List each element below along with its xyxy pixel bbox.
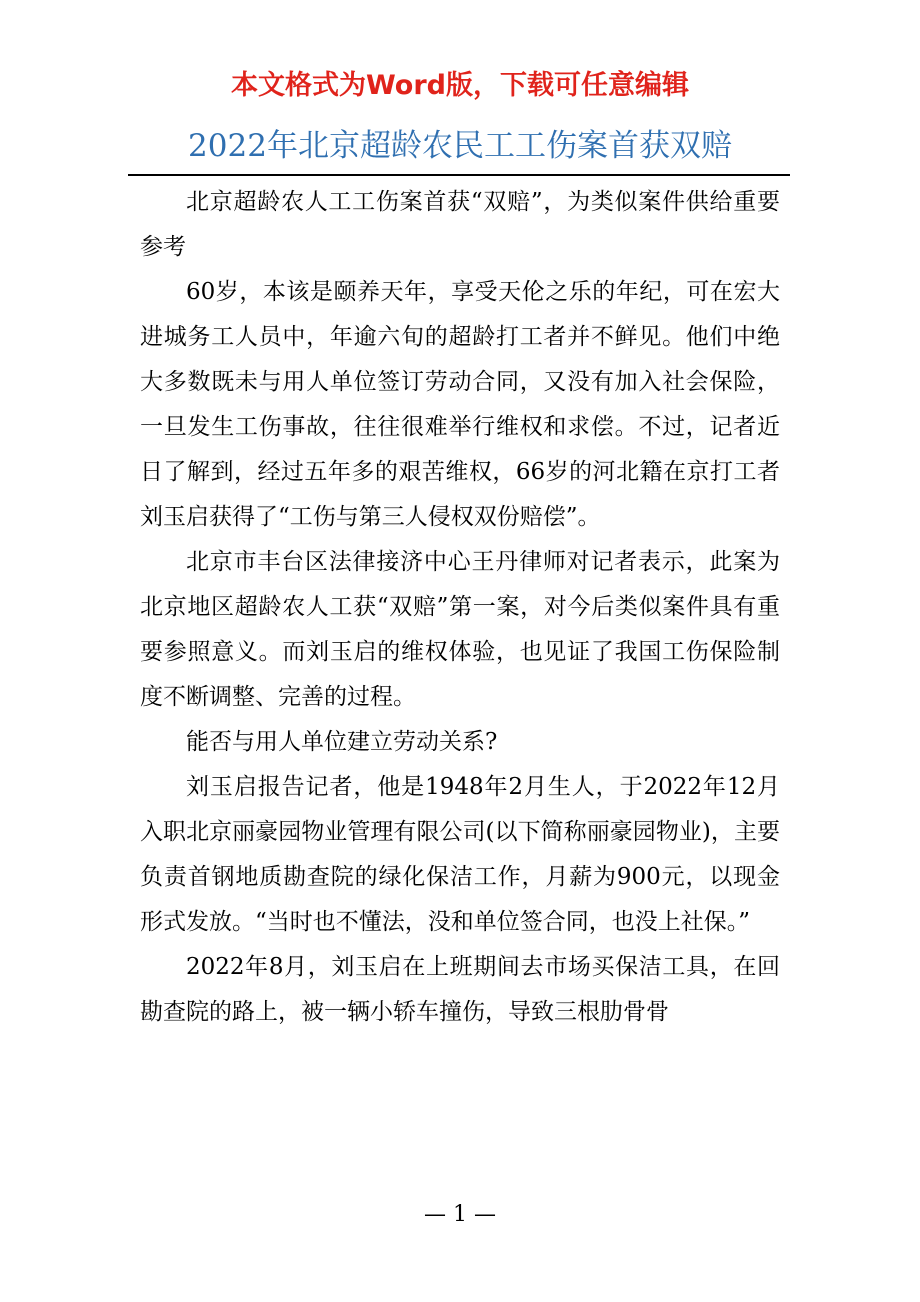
paragraph: 2022年8月，刘玉启在上班期间去市场买保洁工具，在回勘查院的路上，被一辆小轿车撞伤，导致三根肋骨骨 — [140, 954, 780, 1025]
paragraph: 北京市丰台区法律接济中心王丹律师对记者表示，此案为北京地区超龄农人工获“双赔”第一案，对今后类似案件具有重要参照意义。而刘玉启的维权体验，也见证了我国工伤保险制度不断调整、完善的过程。 — [140, 549, 780, 710]
title-divider — [128, 174, 790, 176]
format-notice: 本文格式为Word版，下载可任意编辑 — [230, 70, 689, 101]
article-body — [140, 180, 780, 1035]
paragraph: 北京超龄农人工工伤案首获“双赔”，为类似案件供给重要参考 — [140, 189, 780, 260]
paragraph: 60岁，本该是颐养天年，享受天伦之乐的年纪，可在宏大进城务工人员中，年逾六旬的超龄打工者并不鲜见。他们中绝大多数既未与用人单位签订劳动合同，又没有加入社会保险，一旦发生工伤事故，往往很难举行维权和求偿。不过，记者近日了解到，经过五年多的艰苦维权，66岁的河北籍在京打工者刘玉启获得了“工伤与第三人侵权双份赔偿”。 — [140, 279, 780, 530]
page-title: 2022年北京超龄农民工工伤案首获双赔 — [188, 128, 732, 164]
paragraph: 刘玉启报告记者，他是1948年2月生人，于2022年12月入职北京丽豪园物业管理有限公司(以下简称丽豪园物业)，主要负责首钢地质勘查院的绿化保洁工作，月薪为900元，以现金形式发放。“当时也不懂法，没和单位签合同，也没上社保。” — [140, 774, 780, 935]
page-number: — 1 — — [424, 1202, 496, 1227]
section-heading: 能否与用人单位建立劳动关系? — [186, 729, 498, 755]
